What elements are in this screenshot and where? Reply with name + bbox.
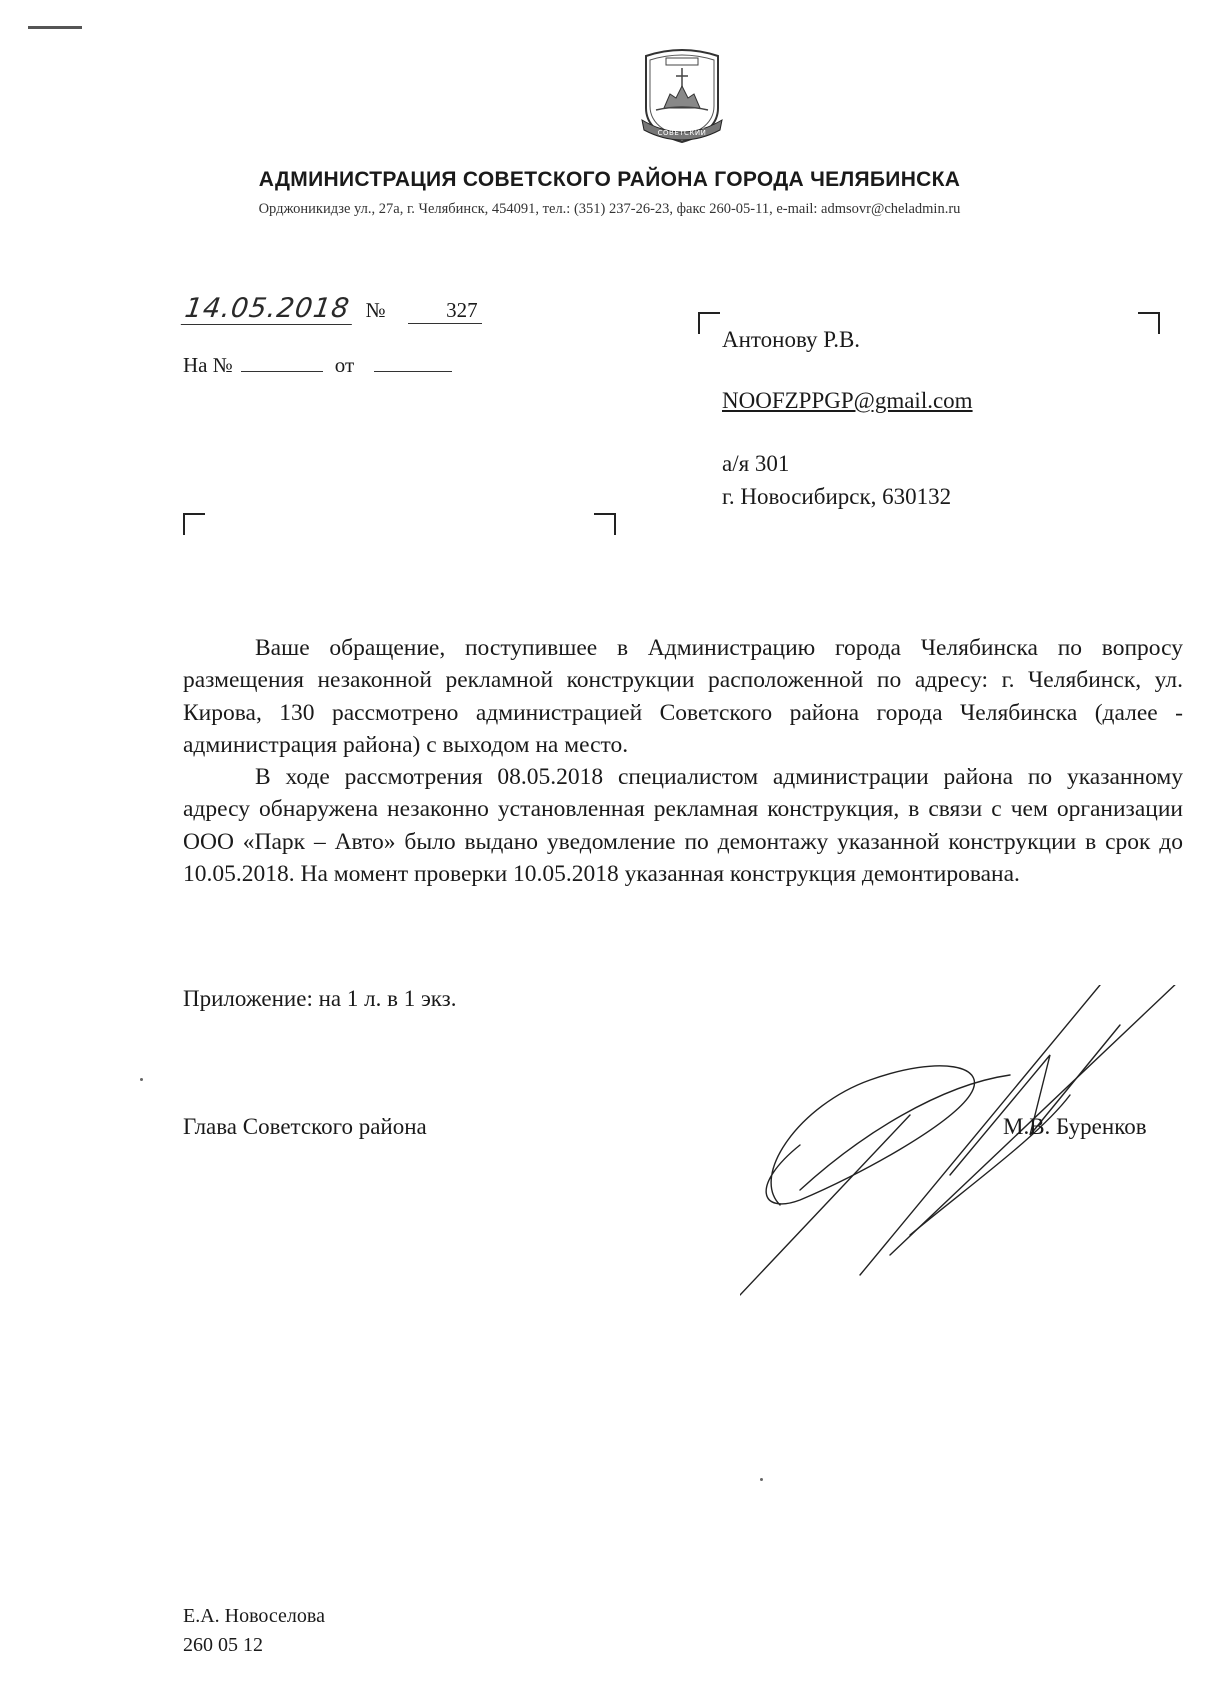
reference-number-label: На № xyxy=(183,353,233,377)
reference-date-blank xyxy=(374,370,452,372)
outgoing-number: 327 xyxy=(408,298,482,324)
body-paragraph: Ваше обращение, поступившее в Администрацию города Челябинска по вопросу размещения незаконной рекламной конструкции расположенной по адресу: г. Челябинск, ул. Кирова, 130 рассмотрено администрацией Советского района города Челябинска (далее - администрация района) с выходом на место. xyxy=(183,635,1183,758)
coat-of-arms-emblem xyxy=(636,46,728,148)
reference-from-label: от xyxy=(334,353,355,377)
executor-name: Е.А. Новоселова xyxy=(183,1605,325,1627)
svg-text:СОВЕТСКИЙ: СОВЕТСКИЙ xyxy=(657,129,707,137)
executor-phone: 260 05 12 xyxy=(183,1634,263,1656)
body-paragraph: В ходе рассмотрения 08.05.2018 специалистом администрации района по указанному адресу обнаружена незаконно установленная рекламная конструкция, в связи с чем организации ООО «Парк – Авто» было выдано уведомление по демонтажу указанной конструкции в срок до 10.05.2018. На момент проверки 10.05.2018 указанная конструкция демонтирована. xyxy=(183,764,1183,888)
scan-speck xyxy=(760,1478,763,1481)
attachment-note: Приложение: на 1 л. в 1 экз. xyxy=(183,986,457,1011)
letter-body xyxy=(183,632,1183,890)
reference-number-blank xyxy=(241,370,323,372)
signer-position: Глава Советского района xyxy=(183,1114,427,1139)
addressee-corner-mark xyxy=(1138,312,1160,334)
left-block-corner-mark xyxy=(594,513,616,535)
signer-name: М.В. Буренков xyxy=(1003,1114,1147,1139)
organization-contacts: Орджоникидзе ул., 27а, г. Челябинск, 454091, тел.: (351) 237-26-23, факс 260-05-11, e-mail: admsovr@cheladmin.ru xyxy=(258,201,961,217)
scan-speck xyxy=(140,1078,143,1081)
handwritten-signature xyxy=(740,985,1190,1305)
reference-line xyxy=(183,353,452,378)
outgoing-date: 14.05.2018 xyxy=(181,293,356,325)
organization-title: АДМИНИСТРАЦИЯ СОВЕТСКОГО РАЙОНА ГОРОДА ЧЕЛЯБИНСКА xyxy=(258,168,961,191)
number-label: № xyxy=(365,298,386,322)
addressee-name: Антонову Р.В. xyxy=(722,327,861,352)
left-block-corner-mark xyxy=(183,513,205,535)
registration-line xyxy=(183,293,482,325)
scan-artifact-mark xyxy=(28,26,82,29)
addressee-city: г. Новосибирск, 630132 xyxy=(722,484,952,509)
addressee-email: NOOFZPPGP@gmail.com xyxy=(722,388,973,413)
addressee-po-box: а/я 301 xyxy=(722,451,790,476)
addressee-corner-mark xyxy=(698,312,720,334)
